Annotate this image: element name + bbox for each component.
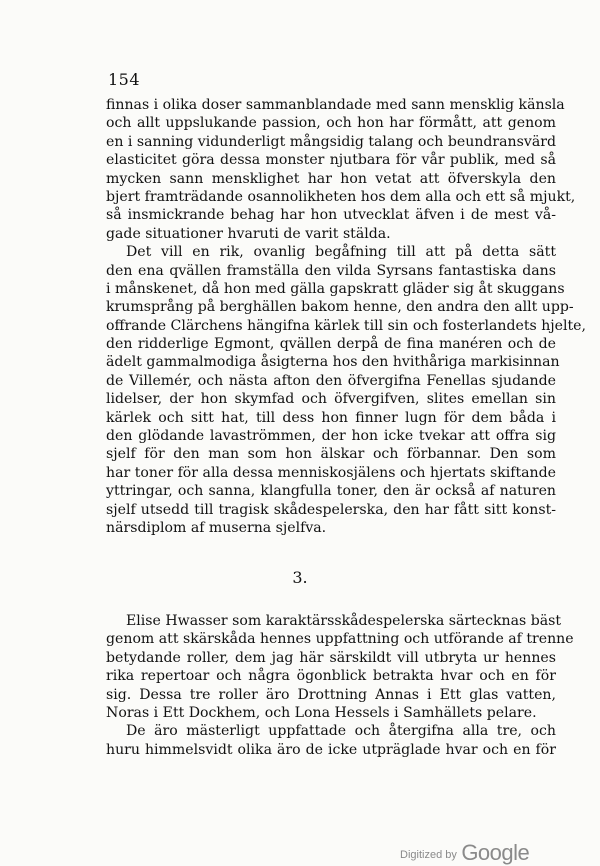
text-line: de Villemér, och nästa afton den öfvergifna Fenellas sjudande xyxy=(106,372,556,389)
text-line: har toner för alla dessa menniskosjälens och hjertats skiftande xyxy=(106,464,556,481)
paragraph-1 xyxy=(106,96,576,243)
text-line: elasticitet göra dessa monster njutbara för vår publik, med så xyxy=(106,152,556,169)
text-line: den ridderlige Egmont, qvällen derpå de fina manéren och de xyxy=(106,336,556,353)
text-line: och allt uppslukande passion, och hon har förmått, att genom xyxy=(106,115,556,132)
text-line: en i sanning vidunderligt mångsidig talang och beundransvärd xyxy=(106,133,556,150)
watermark-brand: Google xyxy=(461,840,530,865)
paragraph-2 xyxy=(106,243,586,537)
text-block-top xyxy=(106,96,586,537)
text-line: huru himmelsvidt olika äro de icke utpräglade hvar och en för xyxy=(106,741,556,758)
text-line: betydande roller, dem jag här särskildt vill utbryta ur hennes xyxy=(106,649,556,666)
text-line: Noras i Ett Dockhem, och Lona Hessels i Samhällets pelare. xyxy=(106,704,537,721)
text-line: offrande Clärchens hängifna kärlek till sin och fosterlandets hjelte, xyxy=(106,317,586,334)
text-line: den glödande lavaströmmen, der hon icke tvekar att offra sig xyxy=(106,428,556,445)
text-line: sig. Dessa tre roller äro Drottning Annas i Ett glas vatten, xyxy=(106,686,556,703)
text-line: sjelf för den man som hon älskar och förbannar. Den som xyxy=(106,446,556,463)
text-line: Elise Hwasser som karaktärsskådespelerska särtecknas bäst xyxy=(126,613,562,629)
text-line: ädelt gammalmodiga åsigterna hos den hvithåriga markisinnan xyxy=(106,354,560,371)
text-line: genom att skärskåda hennes uppfattning och utförande af trenne xyxy=(106,631,574,648)
text-line: så insmickrande behag har hon utvecklat äfven i de mest vå- xyxy=(106,207,556,224)
paragraph-4 xyxy=(106,722,556,759)
section-number: 3. xyxy=(292,568,308,587)
text-line: närsdiplom af muserna sjelfva. xyxy=(106,519,327,536)
text-line: sjelf utsedd till tragisk skådespelerska, den har fått sitt konst- xyxy=(106,501,556,518)
text-line: De äro mästerligt uppfattade och återgifna alla tre, och xyxy=(126,723,556,740)
text-line: gade situationer hvaruti de varit stälda. xyxy=(106,225,391,242)
text-line: yttringar, och sanna, klangfulla toner, den är också af naturen xyxy=(106,483,556,500)
text-line: den ena qvällen framställa den vilda Syrsans fantastiska dans xyxy=(106,262,556,279)
digitized-by-watermark xyxy=(400,840,529,866)
page-number: 154 xyxy=(108,70,141,89)
text-line: Det vill en rik, ovanlig begåfning till att på detta sätt xyxy=(126,244,556,261)
text-line: finnas i olika doser sammanblandade med sann mensklig känsla xyxy=(106,97,565,113)
text-line: lidelser, der hon skymfad och öfvergifven, slites emellan sin xyxy=(106,391,556,408)
text-line: krumsprång på berghällen bakom henne, den andra den allt upp- xyxy=(106,299,574,316)
text-line: rika repertoar och några ögonblick betrakta hvar och en för xyxy=(106,668,556,685)
text-line: mycken sann mensklighet har hon vetat att öfverskyla den xyxy=(106,170,556,187)
text-line: kärlek och sitt hat, till dess hon finner lugn för dem båda i xyxy=(106,409,556,426)
text-line: i månskenet, då hon med gälla gapskratt gläder sig åt skuggans xyxy=(106,280,565,297)
paragraph-3 xyxy=(106,612,574,722)
watermark-prefix: Digitized by xyxy=(400,849,457,861)
text-block-bottom xyxy=(106,612,574,759)
text-line: bjert framträdande osannolikheten hos dem alla och ett så mjukt, xyxy=(106,188,576,205)
